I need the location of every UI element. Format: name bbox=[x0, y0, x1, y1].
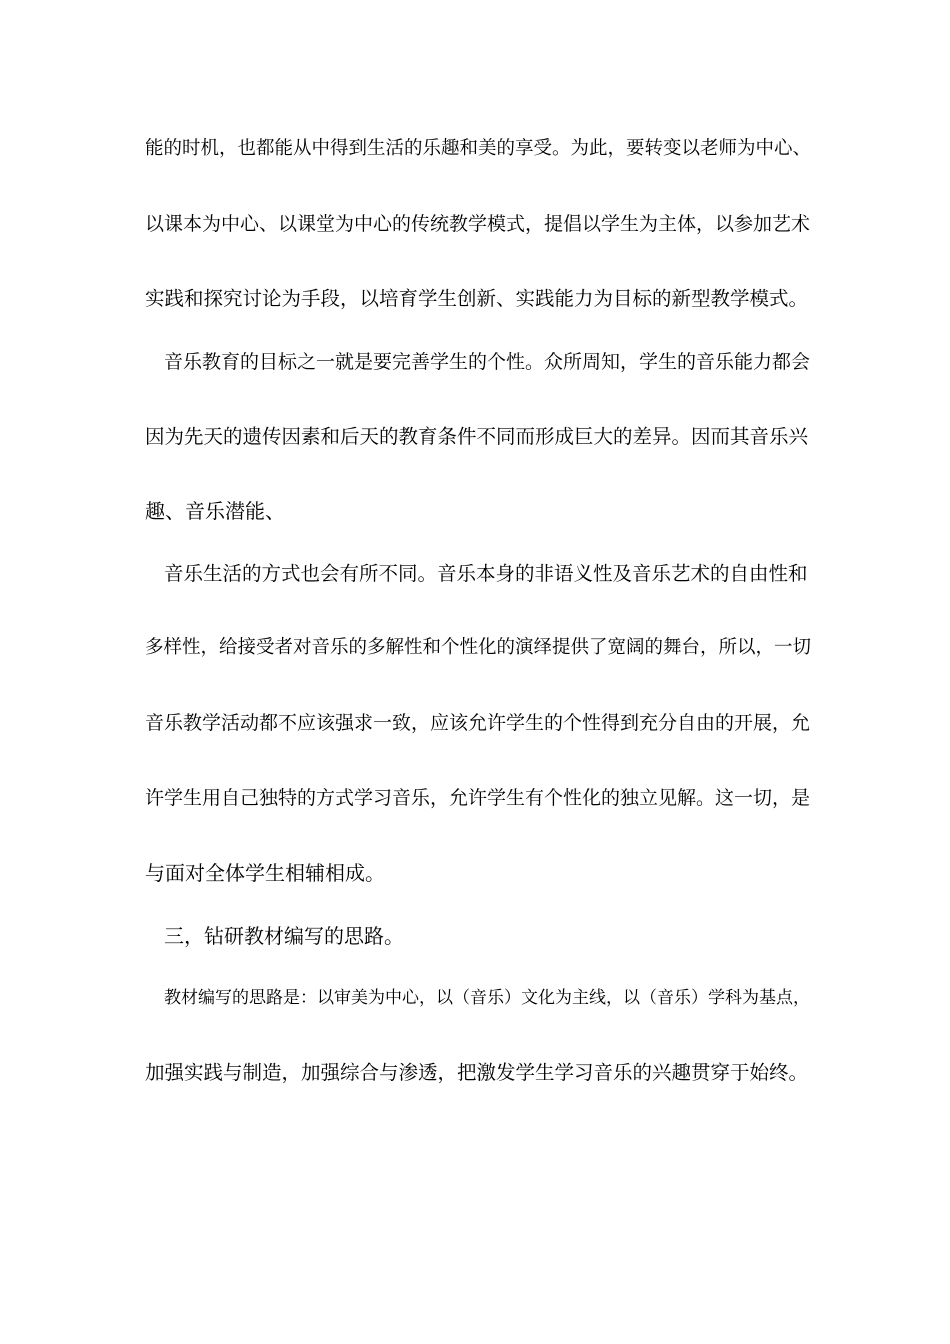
paragraph-first-line: 音乐教育的目标之一就是要完善学生的个性。众所周知，学生的音乐能力都会 bbox=[164, 351, 811, 373]
text-line: 加强实践与制造，加强综合与渗透，把激发学生学习音乐的兴趣贯穿于始终。 bbox=[145, 1061, 809, 1084]
paragraph-first-line: 教材编写的思路是：以审美为中心，以（音乐）文化为主线，以（音乐）学科为基点， bbox=[164, 988, 810, 1008]
text-line: 能的时机，也都能从中得到生活的乐趣和美的享受。为此，要转变以老师为中心、 bbox=[145, 138, 812, 159]
text-line: 与面对全体学生相辅相成。 bbox=[145, 861, 385, 885]
text-line: 音乐教学活动都不应该强求一致，应该允许学生的个性得到充分自由的开展，允 bbox=[145, 712, 811, 734]
text-line: 趣、音乐潜能、 bbox=[145, 499, 285, 523]
paragraph-first-line: 音乐生活的方式也会有所不同。音乐本身的非语义性及音乐艺术的自由性和 bbox=[164, 562, 808, 585]
text-line: 以课本为中心、以课堂为中心的传统教学模式，提倡以学生为主体，以参加艺术 bbox=[145, 213, 811, 235]
text-line: 实践和探究讨论为手段，以培育学生创新、实践能力为目标的新型教学模式。 bbox=[145, 287, 809, 310]
text-line: 因为先天的遗传因素和后天的教育条件不同而形成巨大的差异。因而其音乐兴 bbox=[145, 425, 809, 448]
text-line: 许学生用自己独特的方式学习音乐，允许学生有个性化的独立见解。这一切，是 bbox=[145, 787, 811, 809]
section-heading: 三，钻研教材编写的思路。 bbox=[164, 924, 404, 948]
text-line: 多样性，给接受者对音乐的多解性和个性化的演绎提供了宽阔的舞台，所以，一切 bbox=[145, 637, 812, 658]
